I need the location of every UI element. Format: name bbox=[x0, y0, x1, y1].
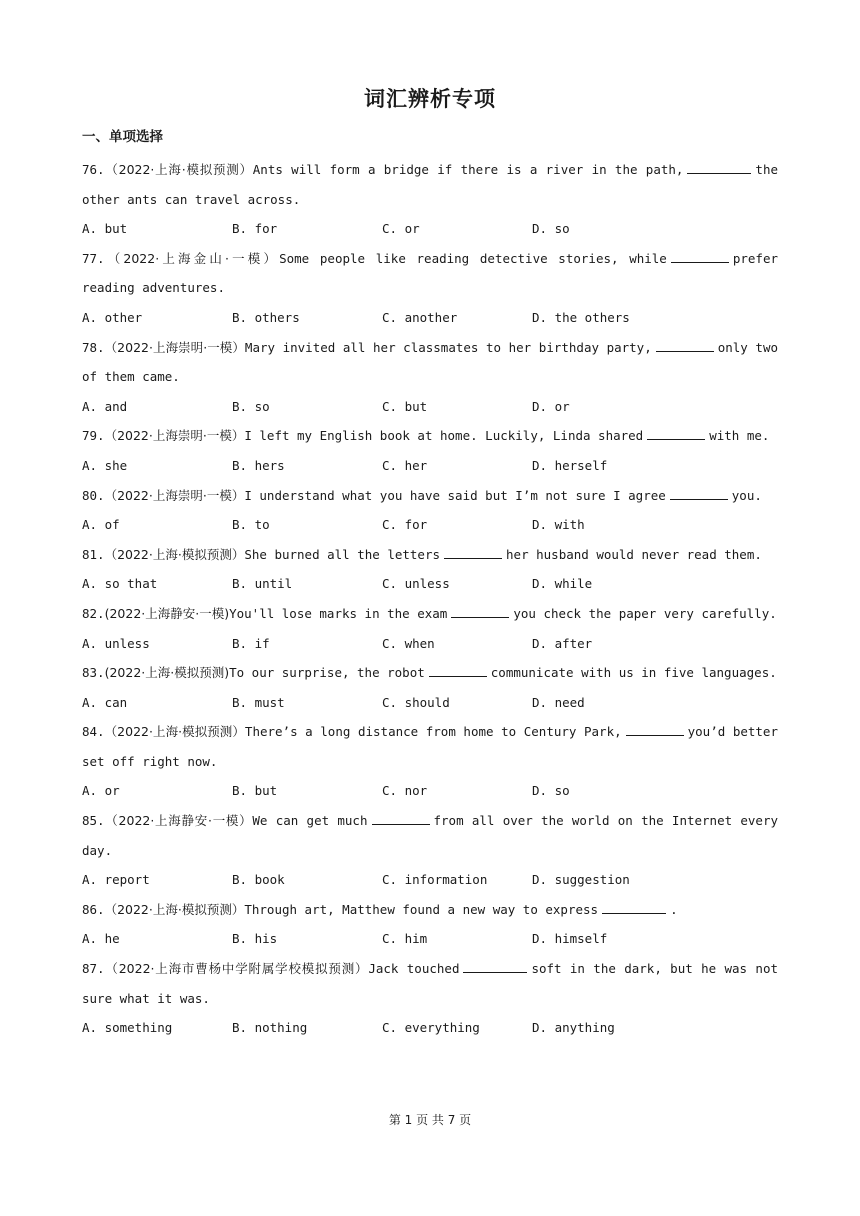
option-c: C. nor bbox=[382, 783, 428, 799]
question-number: 80. bbox=[82, 487, 105, 503]
option-d: D. need bbox=[532, 694, 585, 710]
option-c: C. another bbox=[382, 309, 458, 325]
question-stem-before: Through art, Matthew found a new way to express bbox=[244, 901, 599, 917]
page-footer: 第 1 页 共 7 页 bbox=[388, 1113, 472, 1127]
option-c: C. her bbox=[382, 457, 428, 473]
option-d: D. the others bbox=[532, 309, 630, 325]
option-c: C. him bbox=[382, 931, 428, 947]
question-item bbox=[82, 540, 778, 599]
question-item bbox=[82, 244, 778, 333]
question-text bbox=[82, 806, 778, 865]
question-number: 86. bbox=[82, 901, 105, 917]
question-text bbox=[82, 895, 778, 925]
option-c: C. for bbox=[382, 517, 428, 533]
answer-blank bbox=[626, 723, 684, 736]
option-a: A. unless bbox=[82, 635, 150, 651]
question-text bbox=[82, 481, 778, 511]
question-stem-after: her husband would never read them. bbox=[506, 546, 762, 562]
question-source: （2022·上海金山·一模） bbox=[104, 250, 280, 266]
page-title: 词汇辨析专项 bbox=[364, 87, 496, 111]
question-stem-before: Jack touched bbox=[368, 961, 460, 977]
option-c: C. should bbox=[382, 694, 450, 710]
option-b: B. others bbox=[232, 309, 300, 325]
question-stem-after: you’d better set off right now. bbox=[82, 724, 778, 769]
answer-options bbox=[82, 1013, 778, 1043]
question-item bbox=[82, 658, 778, 717]
question-item bbox=[82, 481, 778, 540]
question-source: （2022·上海·模拟预测） bbox=[104, 724, 245, 740]
question-source: (2022·上海静安·一模) bbox=[104, 605, 230, 621]
answer-blank bbox=[463, 960, 527, 973]
option-b: B. book bbox=[232, 872, 285, 888]
question-stem-after: communicate with us in five languages. bbox=[490, 665, 777, 681]
option-b: B. if bbox=[232, 635, 270, 651]
question-stem-before: We can get much bbox=[252, 813, 368, 829]
question-item bbox=[82, 599, 778, 658]
question-text bbox=[82, 244, 778, 303]
option-c: C. everything bbox=[382, 1020, 480, 1036]
question-number: 85. bbox=[82, 813, 105, 829]
question-source: （2022·上海·模拟预测） bbox=[104, 162, 253, 177]
question-stem-after: you. bbox=[731, 487, 762, 503]
question-source: （2022·上海崇明·一模） bbox=[104, 428, 245, 444]
option-d: D. so bbox=[532, 221, 570, 237]
option-c: C. information bbox=[382, 872, 488, 888]
option-d: D. while bbox=[532, 576, 593, 592]
question-stem-after: the other ants can travel across. bbox=[82, 162, 778, 207]
option-a: A. can bbox=[82, 694, 128, 710]
option-c: C. unless bbox=[382, 576, 450, 592]
option-d: D. himself bbox=[532, 931, 608, 947]
question-source: (2022·上海·模拟预测) bbox=[104, 665, 230, 681]
question-text bbox=[82, 954, 778, 1013]
question-stem-before: Some people like reading detective stories, while bbox=[279, 250, 667, 266]
answer-options bbox=[82, 214, 778, 244]
question-source: （2022·上海崇明·一模） bbox=[104, 487, 245, 503]
question-stem-before: Mary invited all her classmates to her birthday party, bbox=[244, 339, 652, 355]
question-stem-before: I left my English book at home. Luckily, Linda shared bbox=[244, 428, 644, 444]
question-item bbox=[82, 421, 778, 480]
answer-blank bbox=[687, 161, 751, 174]
answer-options bbox=[82, 776, 778, 806]
question-number: 84. bbox=[82, 724, 105, 740]
answer-options bbox=[82, 451, 778, 481]
option-d: D. with bbox=[532, 517, 585, 533]
question-text bbox=[82, 717, 778, 776]
option-b: B. to bbox=[232, 517, 270, 533]
answer-options bbox=[82, 510, 778, 540]
option-b: B. until bbox=[232, 576, 293, 592]
question-stem-after: only two of them came. bbox=[82, 339, 778, 385]
option-b: B. hers bbox=[232, 457, 285, 473]
question-stem-after: prefer reading adventures. bbox=[82, 250, 778, 296]
option-a: A. something bbox=[82, 1020, 173, 1036]
question-text bbox=[82, 421, 778, 451]
option-d: D. herself bbox=[532, 457, 608, 473]
option-b: B. his bbox=[232, 931, 278, 947]
question-item bbox=[82, 895, 778, 954]
option-b: B. for bbox=[232, 221, 278, 237]
option-d: D. anything bbox=[532, 1020, 615, 1036]
question-source: （2022·上海崇明·一模） bbox=[104, 339, 245, 355]
question-text bbox=[82, 599, 778, 629]
question-text bbox=[82, 658, 778, 688]
question-number: 76. bbox=[82, 162, 105, 177]
question-item bbox=[82, 954, 778, 1043]
option-c: C. or bbox=[382, 221, 420, 237]
answer-blank bbox=[647, 427, 705, 440]
option-c: C. when bbox=[382, 635, 435, 651]
answer-options bbox=[82, 629, 778, 659]
question-stem-after: you check the paper very carefully. bbox=[513, 605, 777, 621]
question-stem-before: To our surprise, the robot bbox=[229, 665, 425, 681]
question-source: （2022·上海·模拟预测） bbox=[104, 901, 245, 917]
answer-blank bbox=[444, 546, 502, 559]
answer-blank bbox=[656, 339, 714, 352]
option-b: B. must bbox=[232, 694, 285, 710]
option-a: A. report bbox=[82, 872, 150, 888]
answer-blank bbox=[671, 250, 729, 263]
question-number: 81. bbox=[82, 546, 105, 562]
question-list bbox=[82, 155, 778, 1043]
question-source: （2022·上海·模拟预测） bbox=[104, 546, 245, 562]
option-a: A. and bbox=[82, 398, 128, 414]
option-d: D. suggestion bbox=[532, 872, 630, 888]
question-number: 78. bbox=[82, 339, 105, 355]
answer-blank bbox=[429, 664, 487, 677]
answer-options bbox=[82, 924, 778, 954]
answer-options bbox=[82, 303, 778, 333]
option-a: A. he bbox=[82, 931, 120, 947]
question-stem-after: from all over the world on the Internet every day. bbox=[82, 813, 779, 858]
answer-blank bbox=[451, 605, 509, 618]
answer-options bbox=[82, 569, 778, 599]
question-stem-after: . bbox=[670, 901, 678, 917]
question-number: 87. bbox=[82, 961, 105, 977]
question-text bbox=[82, 155, 778, 214]
question-text bbox=[82, 540, 778, 570]
question-item bbox=[82, 155, 778, 244]
question-item bbox=[82, 717, 778, 806]
option-d: D. after bbox=[532, 635, 593, 651]
question-source: （2022·上海市曹杨中学附属学校模拟预测） bbox=[104, 961, 369, 977]
question-source: （2022·上海静安·一模） bbox=[104, 813, 253, 829]
option-a: A. other bbox=[82, 309, 143, 325]
answer-options bbox=[82, 392, 778, 422]
answer-blank bbox=[372, 812, 430, 825]
option-a: A. so that bbox=[82, 576, 158, 592]
option-a: A. or bbox=[82, 783, 120, 799]
question-text bbox=[82, 333, 778, 392]
question-item bbox=[82, 806, 778, 895]
question-stem-before: You'll lose marks in the exam bbox=[229, 605, 448, 621]
question-stem-before: There’s a long distance from home to Century Park, bbox=[244, 724, 622, 740]
option-c: C. but bbox=[382, 398, 428, 414]
option-a: A. of bbox=[82, 517, 120, 533]
question-number: 82. bbox=[82, 605, 105, 621]
section-heading: 一、单项选择 bbox=[82, 129, 163, 145]
question-item bbox=[82, 333, 778, 422]
question-stem-after: with me. bbox=[709, 428, 770, 444]
answer-options bbox=[82, 688, 778, 718]
option-a: A. but bbox=[82, 221, 128, 237]
question-stem-before: I understand what you have said but I’m not sure I agree bbox=[244, 487, 666, 503]
answer-blank bbox=[670, 487, 728, 500]
question-number: 79. bbox=[82, 428, 105, 444]
question-number: 83. bbox=[82, 665, 105, 681]
option-a: A. she bbox=[82, 457, 128, 473]
option-d: D. or bbox=[532, 398, 570, 414]
question-stem-after: soft in the dark, but he was not sure what it was. bbox=[82, 961, 778, 1006]
option-b: B. but bbox=[232, 783, 278, 799]
option-b: B. so bbox=[232, 398, 270, 414]
answer-blank bbox=[602, 901, 666, 914]
question-stem-before: She burned all the letters bbox=[244, 546, 441, 562]
question-number: 77. bbox=[82, 250, 105, 266]
option-b: B. nothing bbox=[232, 1020, 308, 1036]
answer-options bbox=[82, 865, 778, 895]
question-stem-before: Ants will form a bridge if there is a river in the path, bbox=[252, 162, 684, 177]
option-d: D. so bbox=[532, 783, 570, 799]
